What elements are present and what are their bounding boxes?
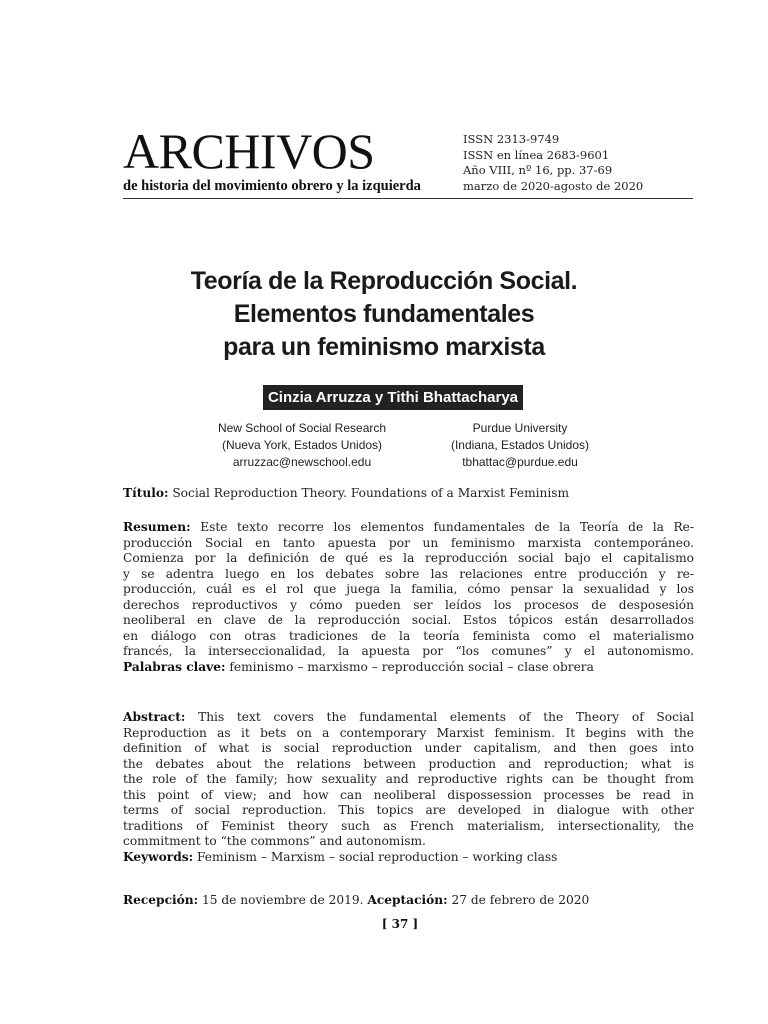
issn-print: ISSN 2313-9749 [463, 132, 560, 146]
resumen-line: y se adentra luego en los debates sobre las relaciones entre producción y re- [123, 566, 694, 581]
title-line: para un feminismo marxista [223, 333, 545, 361]
resumen-line: producción, cuál es el rol que juega la familia, cómo pensar la sexualidad y los [123, 582, 694, 596]
abstract-line: commitment to “the commons” and autonomism. [123, 834, 426, 848]
abstract-line: traditions of Feminist theory such as French materialism, intersectionality, the [123, 818, 694, 833]
affiliation-email[interactable]: tbhattac@purdue.edu [462, 455, 578, 469]
resumen-section [123, 520, 694, 675]
keywords-label: Keywords: [123, 849, 194, 864]
palabras-clave-label: Palabras clave: [123, 659, 226, 674]
abstract-line: this point of view; and how can neoliberal dispossession processes be read in [123, 787, 694, 802]
issue-dates: marzo de 2020-agosto de 2020 [463, 178, 644, 193]
resumen-line: derechos reproductivos y cómo pueden ser leídos los procesos de desposesión [123, 597, 694, 612]
english-title [123, 486, 694, 502]
resumen-line: Este texto recorre los elementos fundamentales de la Teoría de la Re- [200, 520, 694, 534]
accepted-label: Aceptación: [367, 893, 448, 907]
affiliation-2 [420, 420, 620, 471]
authors-banner: Cinzia Arruzza y Tithi Bhattacharya [263, 385, 523, 410]
abstract-line: definition of what is social reproduction under capitalism, and then goes into [123, 741, 694, 755]
titulo-label: Título: [123, 486, 169, 500]
page-number: [ 37 ] [381, 917, 419, 931]
header-divider [123, 198, 693, 199]
affiliation-email[interactable]: arruzzac@newschool.edu [232, 455, 372, 469]
issn-block [463, 132, 643, 194]
resumen-line: neoliberal en clave de la reproducción social. Estos tópicos están desarrollados [123, 613, 694, 627]
abstract-line: the role of the family; how sexuality and reproductive rights can be thought from [123, 772, 694, 786]
received-date: 15 de noviembre de 2019. [202, 893, 364, 907]
resumen-label: Resumen: [123, 520, 191, 534]
resumen-line: producción Social en tanto apuesta por un feminismo marxista contemporáneo. [123, 535, 694, 550]
affiliation-institution: New School of Social Research [217, 421, 387, 435]
journal-name: ARCHIVOS [123, 123, 375, 179]
abstract-line: the debates about the relations between production and reproduction; what is [123, 756, 694, 771]
keywords: Feminism – Marxism – social reproduction – working class [196, 849, 558, 864]
abstract-section [123, 710, 694, 865]
title-line: Elementos fundamentales [233, 300, 535, 328]
resumen-line: francés, la interseccionalidad, la apuesta por “los comunes” y el autonomismo. [123, 644, 694, 658]
issn-online: ISSN en línea 2683-9601 [463, 147, 610, 162]
affiliation-location: (Nueva York, Estados Unidos) [221, 438, 383, 452]
resumen-line: en diálogo con otras tradiciones de la teoría feminista como el materialismo [123, 628, 694, 643]
journal-subtitle: de historia del movimiento obrero y la izquierda [123, 178, 421, 194]
affiliation-location: (Indiana, Estados Unidos) [450, 438, 590, 452]
accepted-date: 27 de febrero de 2020 [451, 893, 590, 907]
resumen-line: Comienza por la definición de qué es la reproducción social bajo el capitalismo [123, 551, 694, 565]
abstract-label: Abstract: [123, 710, 186, 724]
article-title [0, 265, 768, 364]
affiliation-institution: Purdue University [472, 421, 568, 435]
abstract-line: This text covers the fundamental elements of the Theory of Social [198, 710, 694, 724]
titulo-text: Social Reproduction Theory. Foundations of a Marxist Feminism [172, 486, 570, 500]
issue-info: Año VIII, nº 16, pp. 37-69 [463, 163, 613, 177]
palabras-clave: feminismo – marxismo – reproducción social – clase obrera [229, 659, 594, 674]
affiliation-1 [202, 420, 402, 471]
abstract-line: Reproduction as it bets on a contemporary Marxist feminism. It begins with the [123, 725, 694, 740]
title-line: Teoría de la Reproducción Social. [190, 267, 578, 295]
dates-line [123, 893, 694, 909]
received-label: Recepción: [123, 893, 199, 907]
abstract-line: terms of social reproduction. This topics are developed in dialogue with other [123, 803, 694, 817]
